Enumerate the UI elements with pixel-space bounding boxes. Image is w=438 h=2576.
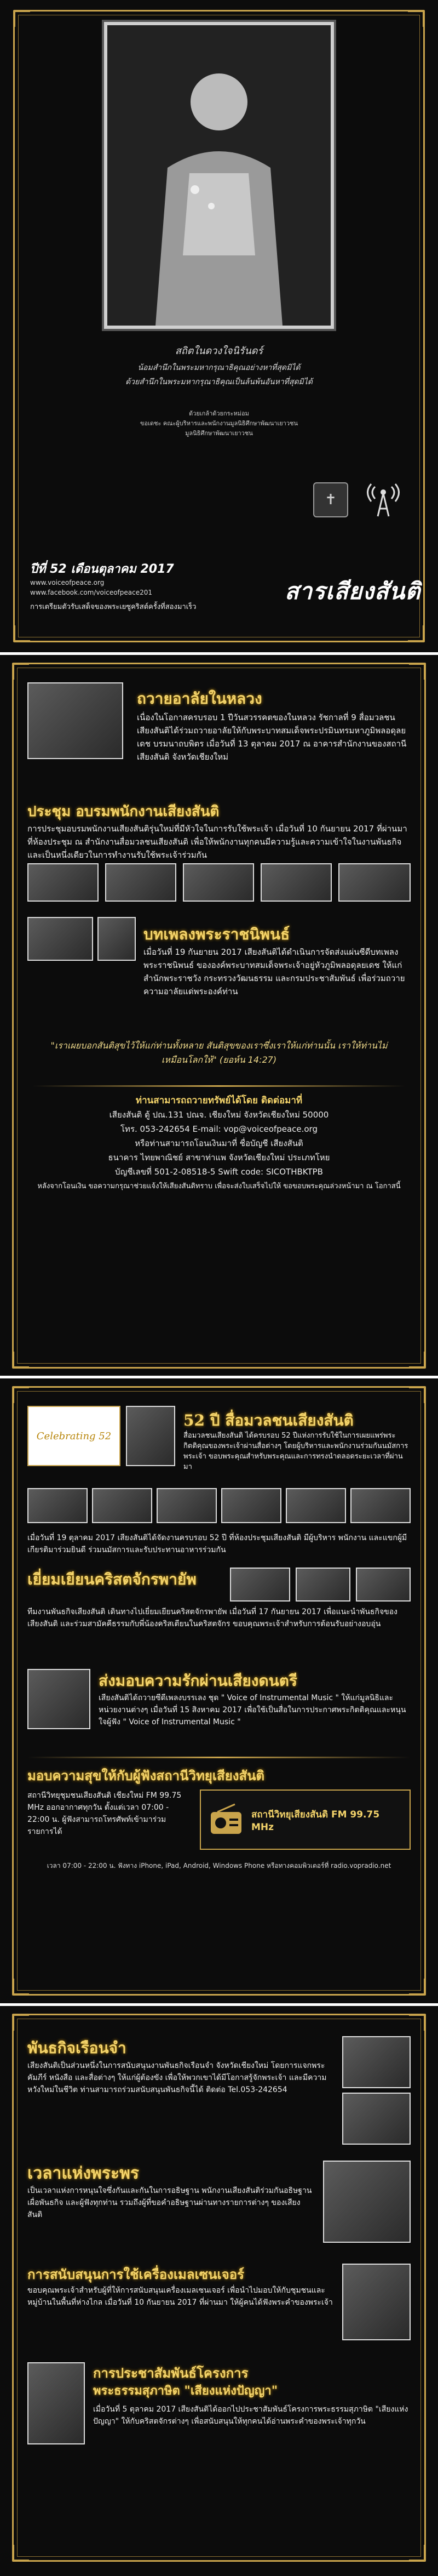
photo [342, 2036, 411, 2088]
section-heading: 52 ปี สื่อมวลชนเสียงสันติ [183, 1411, 354, 1429]
section-heading: ส่งมอบความรักผ่านเสียงดนตรี [99, 1672, 297, 1690]
bible-quote: "เราเผยบอกสันติสุขไว้ให้แก่ท่านทั้งหลาย สันติสุขของเราซึ่งเราให้แก่ท่านนั้น เราให้ท่านไม่เหมือนโลกให้" (ยอห์น 14:27) [50, 1040, 388, 1065]
section-heading: เวลาแห่งพระพร [27, 2164, 139, 2183]
celebration-badge: Celebrating 52 [27, 1406, 120, 1466]
photo [157, 1488, 217, 1523]
donation-line: โทร. 053-242654 E-mail: vop@voiceofpeace.org [120, 1124, 318, 1134]
section-body-cont [27, 973, 411, 1022]
section-heading: มอบความสุขให้กับผู้ฟังสถานีวิทยุเสียงสันติ [27, 1768, 265, 1783]
section-subheading: พระธรรมสุภาษิต "เสียงแห่งปัญญา" [93, 2384, 278, 2398]
photo [342, 2264, 411, 2340]
section-heading: พันธกิจเรือนจำ [27, 2039, 126, 2057]
section-body: สถานีวิทยุชุมชนเสียงสันติ เชียงใหม่ FM 99.75 MHz ออกอากาศทุกวัน ตั้งแต่เวลา 07:00 - 22:00 น. ผู้ฟังสามารถโทรศัพท์เข้ามาร่วมรายการได้ [27, 1791, 182, 1836]
section-body: เมื่อวันที่ 19 กันยายน 2017 เสียงสันติได้ดำเนินการจัดส่งแผ่นซีดีบทเพลงพระราชนิพนธ์ ขององค์พระบาทสมเด็จพระเจ้าอยู่หัวภูมิพลอดุลยเดช ให้แก่สำนักพระราชวัง กระทรวงวัฒนธรรม และกรมประชาสัมพันธ์ เพื่อร่วมถวายความอาลัยแด่พระองค์ท่าน [143, 947, 405, 996]
radio-banner [200, 1789, 411, 1850]
section-heading: ถวายอาลัยในหลวง [137, 689, 262, 708]
facebook-link[interactable]: www.facebook.com/voiceofpeace201 [30, 589, 153, 596]
cover-verses [77, 343, 361, 388]
cover-signature [110, 408, 328, 438]
section-heading: การสนับสนุนการใช้เครื่องเมลเซนเจอร์ [27, 2266, 245, 2282]
photo-strip [27, 1488, 411, 1523]
verse-line: สถิตในดวงใจนิรันดร์ [175, 345, 263, 357]
photo [338, 863, 411, 902]
masthead-title: สารเสียงสันติ [285, 578, 421, 605]
signature-line: ด้วยเกล้าด้วยกระหม่อม [189, 410, 249, 417]
section-body: เมื่อวันที่ 19 ตุลาคม 2017 เสียงสันติได้จัดงานครบรอบ 52 ปี ที่ห้องประชุมเสียงสันติ มีผู้บริหาร พนักงาน และแขกผู้มีเกียรติมาร่วมยินดี ร่วมนมัสการและรับประทานอาหารร่วมกัน [27, 1534, 407, 1554]
divider [33, 1085, 405, 1087]
photo [183, 863, 254, 902]
photo [296, 1568, 350, 1602]
photo [350, 1488, 411, 1523]
radio-footer: เวลา 07:00 - 22:00 น. ฟังทาง iPhone, iPad, Android, Windows Phone หรือทางคอมพิวเตอร์ที่ radio.vopradio.net [47, 1862, 391, 1870]
photo-palace [27, 917, 93, 961]
photo-cd [97, 917, 136, 961]
photo-strip [27, 863, 411, 902]
section-body: เสียงสันติเป็นส่วนหนึ่งในการสนับสนุนงานพันธกิจเรือนจำ จังหวัดเชียงใหม่ โดยการแจกพระคัมภีร์ หนังสือ และสื่อต่างๆ ให้แก่ผู้ต้องขัง เพื่อให้พวกเขาได้มีโอกาสรู้จักพระเจ้า และมีความหวังใหม่ในชีวิต ท่านสามารถร่วมสนับสนุนพันธกิจนี้ได้ ติดต่อ Tel.053-242654 [27, 2061, 327, 2094]
section-body: เป็นเวลาแห่งการหนุนใจซึ่งกันและกันในการอธิษฐาน พนักงานเสียงสันติร่วมกันอธิษฐานเผื่อพันธกิจ และผู้ฟังทุกท่าน รวมถึงผู้ที่ขอคำอธิษฐานผ่านทางรายการต่างๆ ของเสียงสันติ [27, 2186, 312, 2219]
section-body: สื่อมวลชนเสียงสันติ ได้ครบรอบ 52 ปีแห่งการรับใช้ในการเผยแพร่พระกิตติคุณของพระเจ้าผ่านสื่อต่างๆ โดยผู้บริหารและพนักงานร่วมกันนมัสการพระเจ้า ขอบพระคุณสำหรับพระคุณและการทรงนำตลอดระยะเวลาที่ผ่านมา [183, 1432, 408, 1471]
verse-line: น้อมสำนึกในพระมหากรุณาธิคุณอย่างหาที่สุดมิได้ [137, 363, 301, 372]
photo [230, 1568, 290, 1602]
photo [356, 1568, 411, 1602]
donation-line: บัญชีเลขที่ 501-2-08518-5 Swift code: SICOTHBKTPB [115, 1167, 323, 1177]
section-body: เสียงสันติได้ถวายซีดีเพลงบรรเลง ชุด " Voice of Instrumental Music " ให้แก่มูลนิธิและหน่วยงานต่างๆ เมื่อวันที่ 15 สิงหาคม 2017 เพื่อใช้เป็นสื่อในการประกาศพระกิตติคุณและหนุนใจผู้ฟัง " Voice of Instrumental Music " [99, 1694, 406, 1726]
donation-line: ธนาคาร ไทยพาณิชย์ สาขาท่าแพ จังหวัดเชียงใหม่ ประเภทโหย [108, 1153, 330, 1162]
section-heading: เยี่ยมเยียนคริสตจักรพายัพ [27, 1570, 197, 1588]
cover-tagline: การเตรียมตัวรับเสด็จของพระเยซูคริสต์ครั้งที่สองมาเร็ว [30, 603, 197, 611]
radio-label: สถานีวิทยุเสียงสันติ FM 99.75 MHz [251, 1809, 380, 1833]
photo [126, 1406, 175, 1466]
signature-line: ขอเดชะ คณะผู้บริหารและพนักงานมูลนิธิศึกษาพัฒนาเยาวชน [140, 420, 298, 427]
donation-title: ท่านสามารถถวายทรัพย์ได้โดย ติดต่อมาที่ [135, 1095, 303, 1106]
photo [261, 863, 332, 902]
emblem-left-icon: ✝ [313, 482, 348, 517]
photo [323, 2161, 411, 2243]
donation-line: หรือท่านสามารถโอนเงินมาที่ ชื่อบัญชี เสียงสันติ [135, 1138, 303, 1148]
page-three [0, 1378, 438, 2003]
section-body: เมื่อวันที่ 5 ตุลาคม 2017 เสียงสันติได้ออกไปประชาสัมพันธ์โครงการพระธรรมสุภาษิต "เสียงแห่งปัญญา" ให้กับคริสตจักรต่างๆ เพื่อสนับสนุนให้ทุกคนได้อ่านพระคำของพระเจ้าทุกวัน [93, 2405, 408, 2426]
photo-book [27, 2362, 85, 2444]
donation-line: หลังจากโอนเงิน ขอความกรุณาช่วยแจ้งให้เสียงสันติทราบ เพื่อจะส่งใบเสร็จไปให้ ขอขอบพระคุณล่วงหน้ามา ณ โอกาสนี้ [37, 1182, 401, 1190]
section-heading: ประชุม อบรมพนักงานเสียงสันติ [27, 803, 220, 820]
photo [27, 863, 99, 902]
website-link[interactable]: www.voiceofpeace.org [30, 579, 105, 586]
portrait-frame [104, 22, 334, 329]
donation-box [33, 1093, 405, 1192]
page-four [0, 2006, 438, 2576]
section-body: ทีมงานพันธกิจเสียงสันติ เดินทางไปเยี่ยมเยียนคริสตจักรพายัพ เมื่อวันที่ 17 กันยายน 2017 เพื่อแนะนำพันธกิจของเสียงสันติ และร่วมสามัคคีธรรมกับพี่น้องคริสเตียนในคริสตจักร ขอบคุณพระเจ้าสำหรับการต้อนรับอย่างอบอุ่น [27, 1608, 397, 1628]
donation-line: เสียงสันติ ตู้ ปณ.131 ปณจ. เชียงใหม่ จังหวัดเชียงใหม่ 50000 [109, 1110, 329, 1120]
section-heading: การประชาสัมพันธ์โครงการ [93, 2365, 249, 2381]
radio-tower-icon [364, 482, 402, 517]
signature-line: มูลนิธิศึกษาพัฒนาเยาวชน [185, 430, 253, 437]
section-heading: บทเพลงพระราชนิพนธ์ [143, 925, 290, 943]
photo [105, 863, 176, 902]
section-body: ขอบคุณพระเจ้าสำหรับผู้ที่ให้การสนับสนุนเครื่องเมลเซนเจอร์ เพื่อนำไปมอบให้กับชุมชนและหมู่บ้านในพื้นที่ห่างไกล เมื่อวันที่ 10 กันยายน 2017 ที่ผ่านมา ให้ผู้คนได้ฟังพระคำของพระเจ้า [27, 2286, 333, 2307]
section-body: การประชุมอบรมพนักงานเสียงสันติรุ่นใหม่ที่มีหัวใจในการรับใช้พระเจ้า เมื่อวันที่ 10 กันยายน 2017 ที่ผ่านมา ที่ห้องประชุม ณ สำนักงานสื่อมวลชนเสียงสันติ เพื่อให้พนักงานทุกคนมีความรู้และความเข้าใจในงานพันธกิจ และเป็นหนึ่งเดียวในการทำงานรับใช้พระเจ้าร่วมกัน [27, 824, 407, 860]
divider [27, 1757, 411, 1758]
section-body: เนื่องในโอกาสครบรอบ 1 ปีวันสวรรคตของในหลวง รัชกาลที่ 9 สื่อมวลชนเสียงสันติได้ร่วมถวายอาลัยให้กับพระบาทสมเด็จพระปรมินทรมหาภูมิพลอดุลยเดช บรมนาถบพิตร เมื่อวันที่ 13 ตุลาคม 2017 ณ อาคารสำนักงานของสถานีเสียงสันติ จังหวัดเชียงใหม่ [137, 713, 407, 762]
verse-line: ด้วยสำนึกในพระมหากรุณาธิคุณเป็นล้นพ้นอันหาที่สุดมิได้ [125, 378, 313, 386]
photo-portrait [27, 682, 123, 759]
photo-cd [27, 1669, 90, 1729]
photo [27, 1488, 88, 1523]
photo [221, 1488, 281, 1523]
radio-icon [209, 1802, 244, 1837]
cover-page [0, 0, 438, 652]
issue-label: ปีที่ 52 เดือนตุลาคม 2017 [30, 562, 174, 576]
portrait-image [107, 25, 331, 326]
photo [286, 1488, 346, 1523]
photo [92, 1488, 152, 1523]
page-two [0, 655, 438, 1376]
photo [342, 2093, 411, 2145]
